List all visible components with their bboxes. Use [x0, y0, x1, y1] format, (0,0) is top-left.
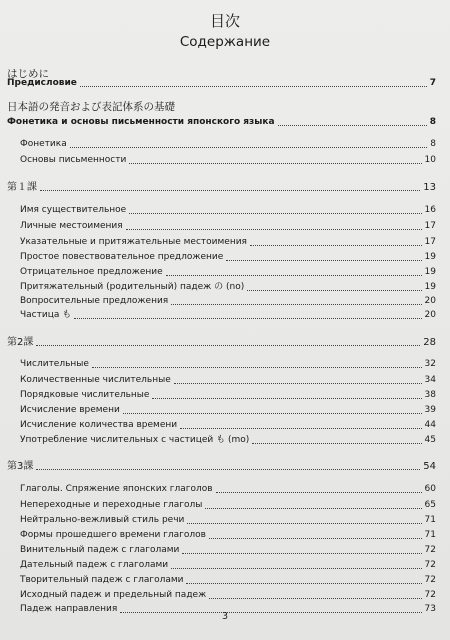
- dot-leader: [171, 568, 421, 569]
- toc-entry-page: 45: [424, 435, 436, 445]
- toc-entry-title: Отрицательное предложение: [20, 267, 163, 277]
- toc-entry-page: 72: [424, 590, 436, 600]
- toc-entry-title: Имя существительное: [20, 205, 127, 215]
- toc-entry-title: Указательные и притяжательные местоимения: [20, 237, 247, 247]
- toc-entry-page: 44: [424, 420, 436, 430]
- toc-entry-title: Исчисление времени: [20, 405, 120, 415]
- toc-entry-page: 73: [424, 604, 436, 614]
- toc-entry-title: Предисловие: [7, 78, 77, 88]
- toc-entry-title: Употребление числительных с частицей も (mo): [20, 435, 250, 445]
- toc-entry-title: Нейтрально-вежливый стиль речи: [20, 515, 185, 525]
- dot-leader: [92, 367, 422, 368]
- toc-entry[interactable]: [0, 356, 450, 370]
- dot-leader: [74, 318, 421, 319]
- toc-entry-page: 28: [423, 337, 436, 348]
- toc-entry-title: 第１課: [7, 182, 37, 193]
- toc-entry-title: Личные местоимения: [20, 221, 123, 231]
- dot-leader: [247, 290, 421, 291]
- section-heading: はじめに: [7, 68, 49, 80]
- dot-leader: [180, 428, 421, 429]
- dot-leader: [250, 245, 422, 246]
- toc-entry[interactable]: [0, 417, 450, 431]
- toc-entry[interactable]: [0, 293, 450, 307]
- dot-leader: [209, 538, 422, 539]
- page-title-japanese: 目次: [209, 12, 240, 30]
- toc-entry[interactable]: [0, 75, 450, 89]
- toc-entry-page: 10: [424, 155, 436, 165]
- toc-entry[interactable]: [0, 387, 450, 401]
- dot-leader: [252, 443, 421, 444]
- toc-entry-page: 71: [424, 530, 436, 540]
- dot-leader: [40, 190, 420, 191]
- dot-leader: [186, 583, 421, 584]
- toc-entry[interactable]: [0, 432, 450, 446]
- dot-leader: [36, 469, 420, 470]
- toc-entry-title: Формы прошедшего времени глаголов: [20, 530, 206, 540]
- dot-leader: [187, 523, 421, 524]
- dot-leader: [36, 345, 420, 346]
- dot-leader: [278, 125, 427, 126]
- toc-entry[interactable]: [0, 136, 450, 150]
- toc-entry-title: Частица も: [20, 310, 72, 320]
- toc-entry[interactable]: [0, 402, 450, 416]
- page-number: 3: [221, 611, 229, 622]
- toc-entry-page: 19: [424, 267, 436, 277]
- toc-entry[interactable]: [0, 218, 450, 232]
- toc-entry[interactable]: [0, 557, 450, 571]
- dot-leader: [129, 213, 421, 214]
- toc-entry-page: 20: [424, 310, 436, 320]
- toc-entry-page: 17: [424, 221, 436, 231]
- toc-entry-page: 8: [429, 117, 436, 127]
- dot-leader: [171, 304, 421, 305]
- toc-entry-page: 19: [424, 282, 436, 292]
- page-title-russian: Содержание: [179, 34, 271, 50]
- dot-leader: [166, 275, 422, 276]
- toc-entry-page: 16: [424, 205, 436, 215]
- toc-entry-title: Числительные: [20, 359, 89, 369]
- toc-entry-title: Основы письменности: [20, 155, 127, 165]
- toc-entry[interactable]: [0, 334, 450, 348]
- toc-entry[interactable]: [0, 202, 450, 216]
- toc-entry-title: 第2課: [7, 337, 34, 348]
- toc-entry-page: 60: [424, 484, 436, 494]
- toc-entry[interactable]: [0, 527, 450, 541]
- toc-entry-page: 72: [424, 560, 436, 570]
- dot-leader: [123, 413, 422, 414]
- toc-entry-page: 7: [429, 78, 436, 88]
- toc-entry-title: Количественные числительные: [20, 375, 171, 385]
- toc-entry-title: Вопросительные предложения: [20, 296, 169, 306]
- toc-entry-title: Порядковые числительные: [20, 390, 150, 400]
- toc-entry-page: 39: [424, 405, 436, 415]
- toc-entry-title: Фонетика: [20, 139, 67, 149]
- toc-entry-page: 8: [430, 139, 436, 149]
- toc-entry-page: 65: [424, 500, 436, 510]
- toc-entry[interactable]: [0, 542, 450, 556]
- toc-entry-title: Простое повествовательное предложение: [20, 252, 224, 262]
- dot-leader: [182, 553, 421, 554]
- toc-entry-title: 第3課: [7, 461, 34, 472]
- dot-leader: [216, 492, 422, 493]
- toc-entry-title: Фонетика и основы письменности японского языка: [7, 117, 275, 127]
- toc-entry[interactable]: [0, 372, 450, 386]
- toc-entry[interactable]: [0, 458, 450, 472]
- dot-leader: [126, 229, 422, 230]
- toc-entry-title: Исчисление количества времени: [20, 420, 178, 430]
- toc-entry-title: Глаголы. Спряжение японских глаголов: [20, 484, 213, 494]
- toc-entry[interactable]: [0, 114, 450, 128]
- toc-entry[interactable]: [0, 587, 450, 601]
- toc-entry[interactable]: [0, 279, 450, 293]
- toc-entry-page: 72: [424, 545, 436, 555]
- toc-entry-page: 54: [423, 461, 436, 472]
- toc-entry-page: 17: [424, 237, 436, 247]
- toc-entry[interactable]: [0, 497, 450, 511]
- dot-leader: [209, 598, 421, 599]
- toc-entry-title: Дательный падеж с глаголами: [20, 560, 169, 570]
- toc-entry[interactable]: [0, 152, 450, 166]
- dot-leader: [70, 147, 428, 148]
- dot-leader: [174, 383, 422, 384]
- dot-leader: [205, 508, 421, 509]
- dot-leader: [80, 86, 427, 87]
- toc-entry[interactable]: [0, 572, 450, 586]
- toc-entry-title: Притяжательный (родительный) падеж の (no): [20, 282, 245, 292]
- toc-entry-page: 20: [424, 296, 436, 306]
- toc-entry[interactable]: [0, 249, 450, 263]
- toc-entry-title: Падеж направления: [20, 604, 118, 614]
- toc-entry[interactable]: [0, 234, 450, 248]
- toc-entry[interactable]: [0, 179, 450, 193]
- toc-entry-page: 71: [424, 515, 436, 525]
- toc-entry[interactable]: [0, 307, 450, 321]
- toc-entry-page: 34: [424, 375, 436, 385]
- dot-leader: [129, 163, 421, 164]
- toc-entry-title: Исходный падеж и предельный падеж: [20, 590, 207, 600]
- toc-entry-page: 13: [423, 182, 436, 193]
- toc-entry-page: 32: [424, 359, 436, 369]
- dot-leader: [226, 260, 421, 261]
- dot-leader: [152, 398, 421, 399]
- toc-entry-title: Непереходные и переходные глаголы: [20, 500, 203, 510]
- section-heading: 日本語の発音および表記体系の基礎: [7, 101, 175, 113]
- toc-entry[interactable]: [0, 481, 450, 495]
- toc-entry-page: 38: [424, 390, 436, 400]
- toc-entry-page: 19: [424, 252, 436, 262]
- toc-entry-title: Творительный падеж с глаголами: [20, 575, 184, 585]
- toc-entry-title: Винительный падеж с глаголами: [20, 545, 180, 555]
- toc-entry[interactable]: [0, 512, 450, 526]
- toc-entry-page: 72: [424, 575, 436, 585]
- toc-entry[interactable]: [0, 264, 450, 278]
